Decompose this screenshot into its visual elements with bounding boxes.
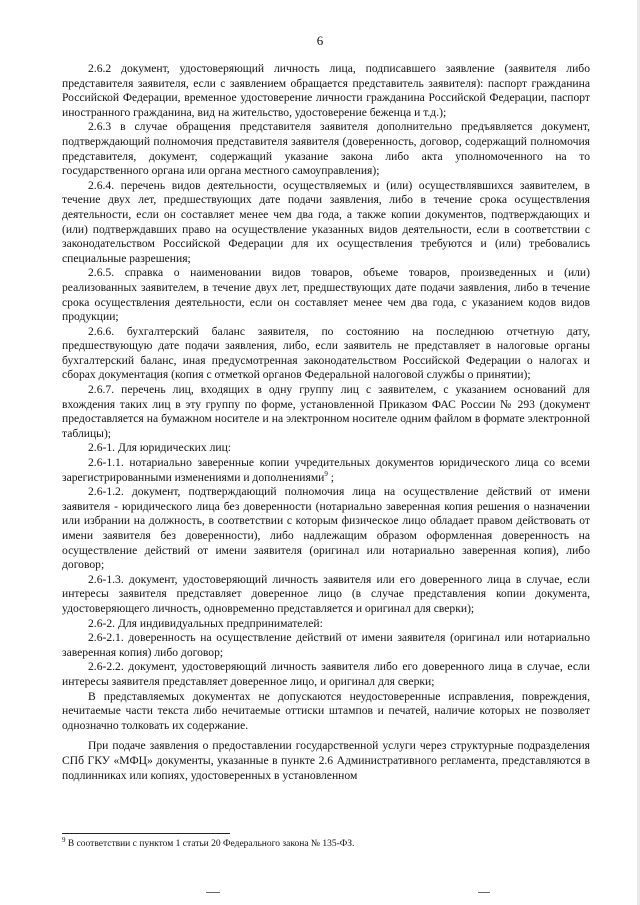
footnote-reference: 9: [324, 469, 328, 478]
paragraph-mfc-submission: При подаче заявления о предоставлении государственной услуги через структурные подразделения СПб ГКУ «МФЦ» документы, указанные в пункте 2.6 Административного регламента, представляются в подлинниках или копиях, удостоверенных в установленном: [62, 739, 590, 782]
paragraph-2-6-5: 2.6.5. справка о наименовании видов товаров, объеме товаров, произведенных и (или) реализованных заявителем, в течение двух лет, предшествующих дате подачи заявления, либо в течение срока осуществления деятельности, если он составляет менее чем два года, с указанием кодов видов продукции;: [62, 266, 590, 324]
page-number: 6: [316, 33, 324, 48]
paragraph-2-6-2: 2.6.2 документ, удостоверяющий личность лица, подписавшего заявление (заявителя либо представителя заявителя, если с заявлением обращается представитель заявителя): паспорт гражданина Российской Федерации, временное удостоверение личности гражданина Российской Федерации, паспорт иностранного гражданина, вид на жительство, удостоверение беженца и т.д.);: [62, 62, 590, 119]
paragraph-2-6-1-3: 2.6-1.3. документ, удостоверяющий личность заявителя или его доверенного лица в случае, если интересы заявителя представляет доверенное лицо (в случае представления копии документа, удостоверяющего личность, одновременно представляется и оригинал для сверки);: [62, 572, 590, 615]
footnote: [62, 835, 590, 850]
paragraph-2-6-2-2: 2.6-2.2. документ, удостоверяющий личность заявителя либо его доверенного лица в случае, если интересы заявителя представляет доверенное лицо, и оригинал для сверки;: [62, 660, 590, 688]
footnote-text: В соответствии с пунктом 1 статьи 20 Федерального закона № 135-ФЗ.: [65, 839, 355, 849]
heading-legal-entities: 2.6-1. Для юридических лиц:: [88, 441, 231, 455]
paragraph-2-6-1-2: 2.6-1.2. документ, подтверждающий полномочия лица на осуществление действий от имени заявителя - юридического лица без доверенности (нотариально заверенная копия решения о назначении или избрании на должность, в соответствии с которым физическое лицо обладает правом действовать от имени заявителя без доверенности), либо надлежащим образом оформленная доверенность на осуществление действий от имени заявителя (оригинал или нотариально заверенная копия), либо договор;: [62, 485, 590, 572]
paragraph-2-6-4: 2.6.4. перечень видов деятельности, осуществляемых и (или) осуществлявшихся заявителем, в течение двух лет, предшествующих дате подачи заявления, либо в течение срока осуществления деятельности, если он составляет менее чем два года, а также копии документов, подтверждающих и (или) подтверждавших право на осуществление указанных видов деятельности, если в соответствии с законодательством Российской Федерации для их осуществления требуются и (или) требовались специальные разрешения;: [62, 178, 590, 265]
paragraph-2-6-1-1-text: 2.6-1.1. нотариально заверенные копии учредительных документов юридического лица со всеми зарегистрированными изменениями и дополнениями: [62, 456, 590, 484]
footnote-divider: [62, 833, 230, 834]
footnote-marker: 9: [62, 835, 66, 844]
scan-mark-right: [478, 892, 490, 893]
paragraph-2-6-7: 2.6.7. перечень лиц, входящих в одну группу лиц с заявителем, с указанием оснований для вхождения таких лиц в эту группу по форме, установленной Приказом ФАС России № 293 (документ предоставляется на бумажном носителе и на электронном носителе одним файлом в формате электронной таблицы);: [62, 383, 590, 440]
paragraph-2-6-2-1: 2.6-2.1. доверенность на осуществление действий от имени заявителя (оригинал или нотариально заверенная копия) либо договор;: [62, 631, 590, 659]
scan-mark-left: [206, 892, 220, 893]
paragraph-2-6-3: 2.6.3 в случае обращения представителя заявителя дополнительно предъявляется документ, подтверждающий полномочия представителя заявителя (доверенность, договор, содержащий полномочия представителя, документ, содержащий указание закона либо акта уполномоченного на то государственного органа или органа местного самоуправления);: [62, 120, 590, 178]
paragraph-2-6-1-1-tail: ;: [327, 470, 335, 484]
paragraph-2-6-1-1: [62, 456, 590, 485]
document-body: [62, 62, 590, 783]
paragraph-2-6-6: 2.6.6. бухгалтерский баланс заявителя, по состоянию на последнюю отчетную дату, предшествующую дате подачи заявления, либо, если заявитель не представляет в налоговые органы бухгалтерский баланс, иная предусмотренная законодательством Российской Федерации о налогах и сборах документация (копия с отметкой органов Федеральной налоговой службы о принятии);: [62, 324, 590, 382]
heading-individual-entrepreneurs: 2.6-2. Для индивидуальных предпринимателей:: [88, 616, 323, 630]
paragraph-document-requirements: В представляемых документах не допускаются неудостоверенные исправления, повреждения, нечитаемые части текста либо нечитаемые оттиски штампов и печатей, наличие которых не позволяет однозначно толковать их содержание.: [62, 689, 590, 732]
